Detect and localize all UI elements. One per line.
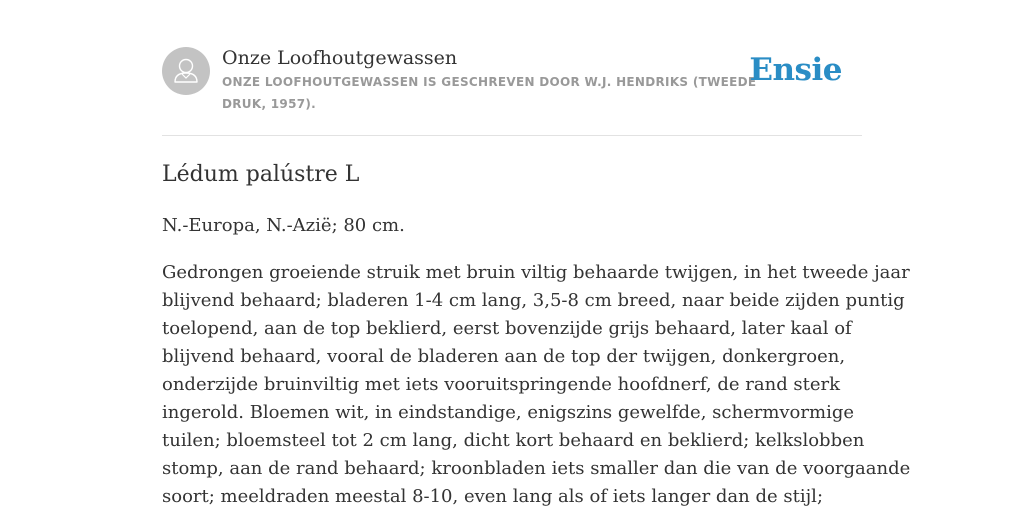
body-line: ingerold. Bloemen wit, in eindstandige, enigszins gewelfde, schermvormige [162,402,854,423]
body-line: soort; meeldraden meestal 8-10, even lang als of iets langer dan de stijl; [162,486,824,507]
body-line: blijvend behaard, vooral de bladeren aan de top der twijgen, donkergroen, [162,346,846,367]
entry-title: Lédum palústre L [162,162,360,187]
book-description: ONZE LOOFHOUTGEWASSEN IS GESCHREVEN DOOR W.J. HENDRIKS (TWEEDE DRUK, 1957). [222,75,757,111]
body-line: stomp, aan de rand behaard; kroonbladen iets smaller dan die van de voorgaande [162,458,911,479]
user-silhouette-icon [162,47,210,95]
book-title-link[interactable]: Onze Loofhoutgewassen [222,47,458,69]
entry-origin: N.-Europa, N.-Azië; 80 cm. [162,215,405,236]
body-line: tuilen; bloemsteel tot 2 cm lang, dicht kort behaard en beklierd; kelkslobben [162,430,865,451]
body-line: onderzijde bruinviltig met iets vooruitspringende hoofdnerf, de rand sterk [162,374,841,395]
header-divider [162,135,862,136]
entry-body [162,259,911,511]
body-line: toelopend, aan de top beklierd, eerst bovenzijde grijs behaard, later kaal of [162,318,852,339]
body-line: blijvend behaard; bladeren 1-4 cm lang, 3,5-8 cm breed, naar beide zijden puntig [162,290,905,311]
body-line: Gedrongen groeiende struik met bruin viltig behaarde twijgen, in het tweede jaar [162,262,910,283]
brand-logo-link[interactable]: Ensie [749,52,842,88]
header [162,46,862,136]
